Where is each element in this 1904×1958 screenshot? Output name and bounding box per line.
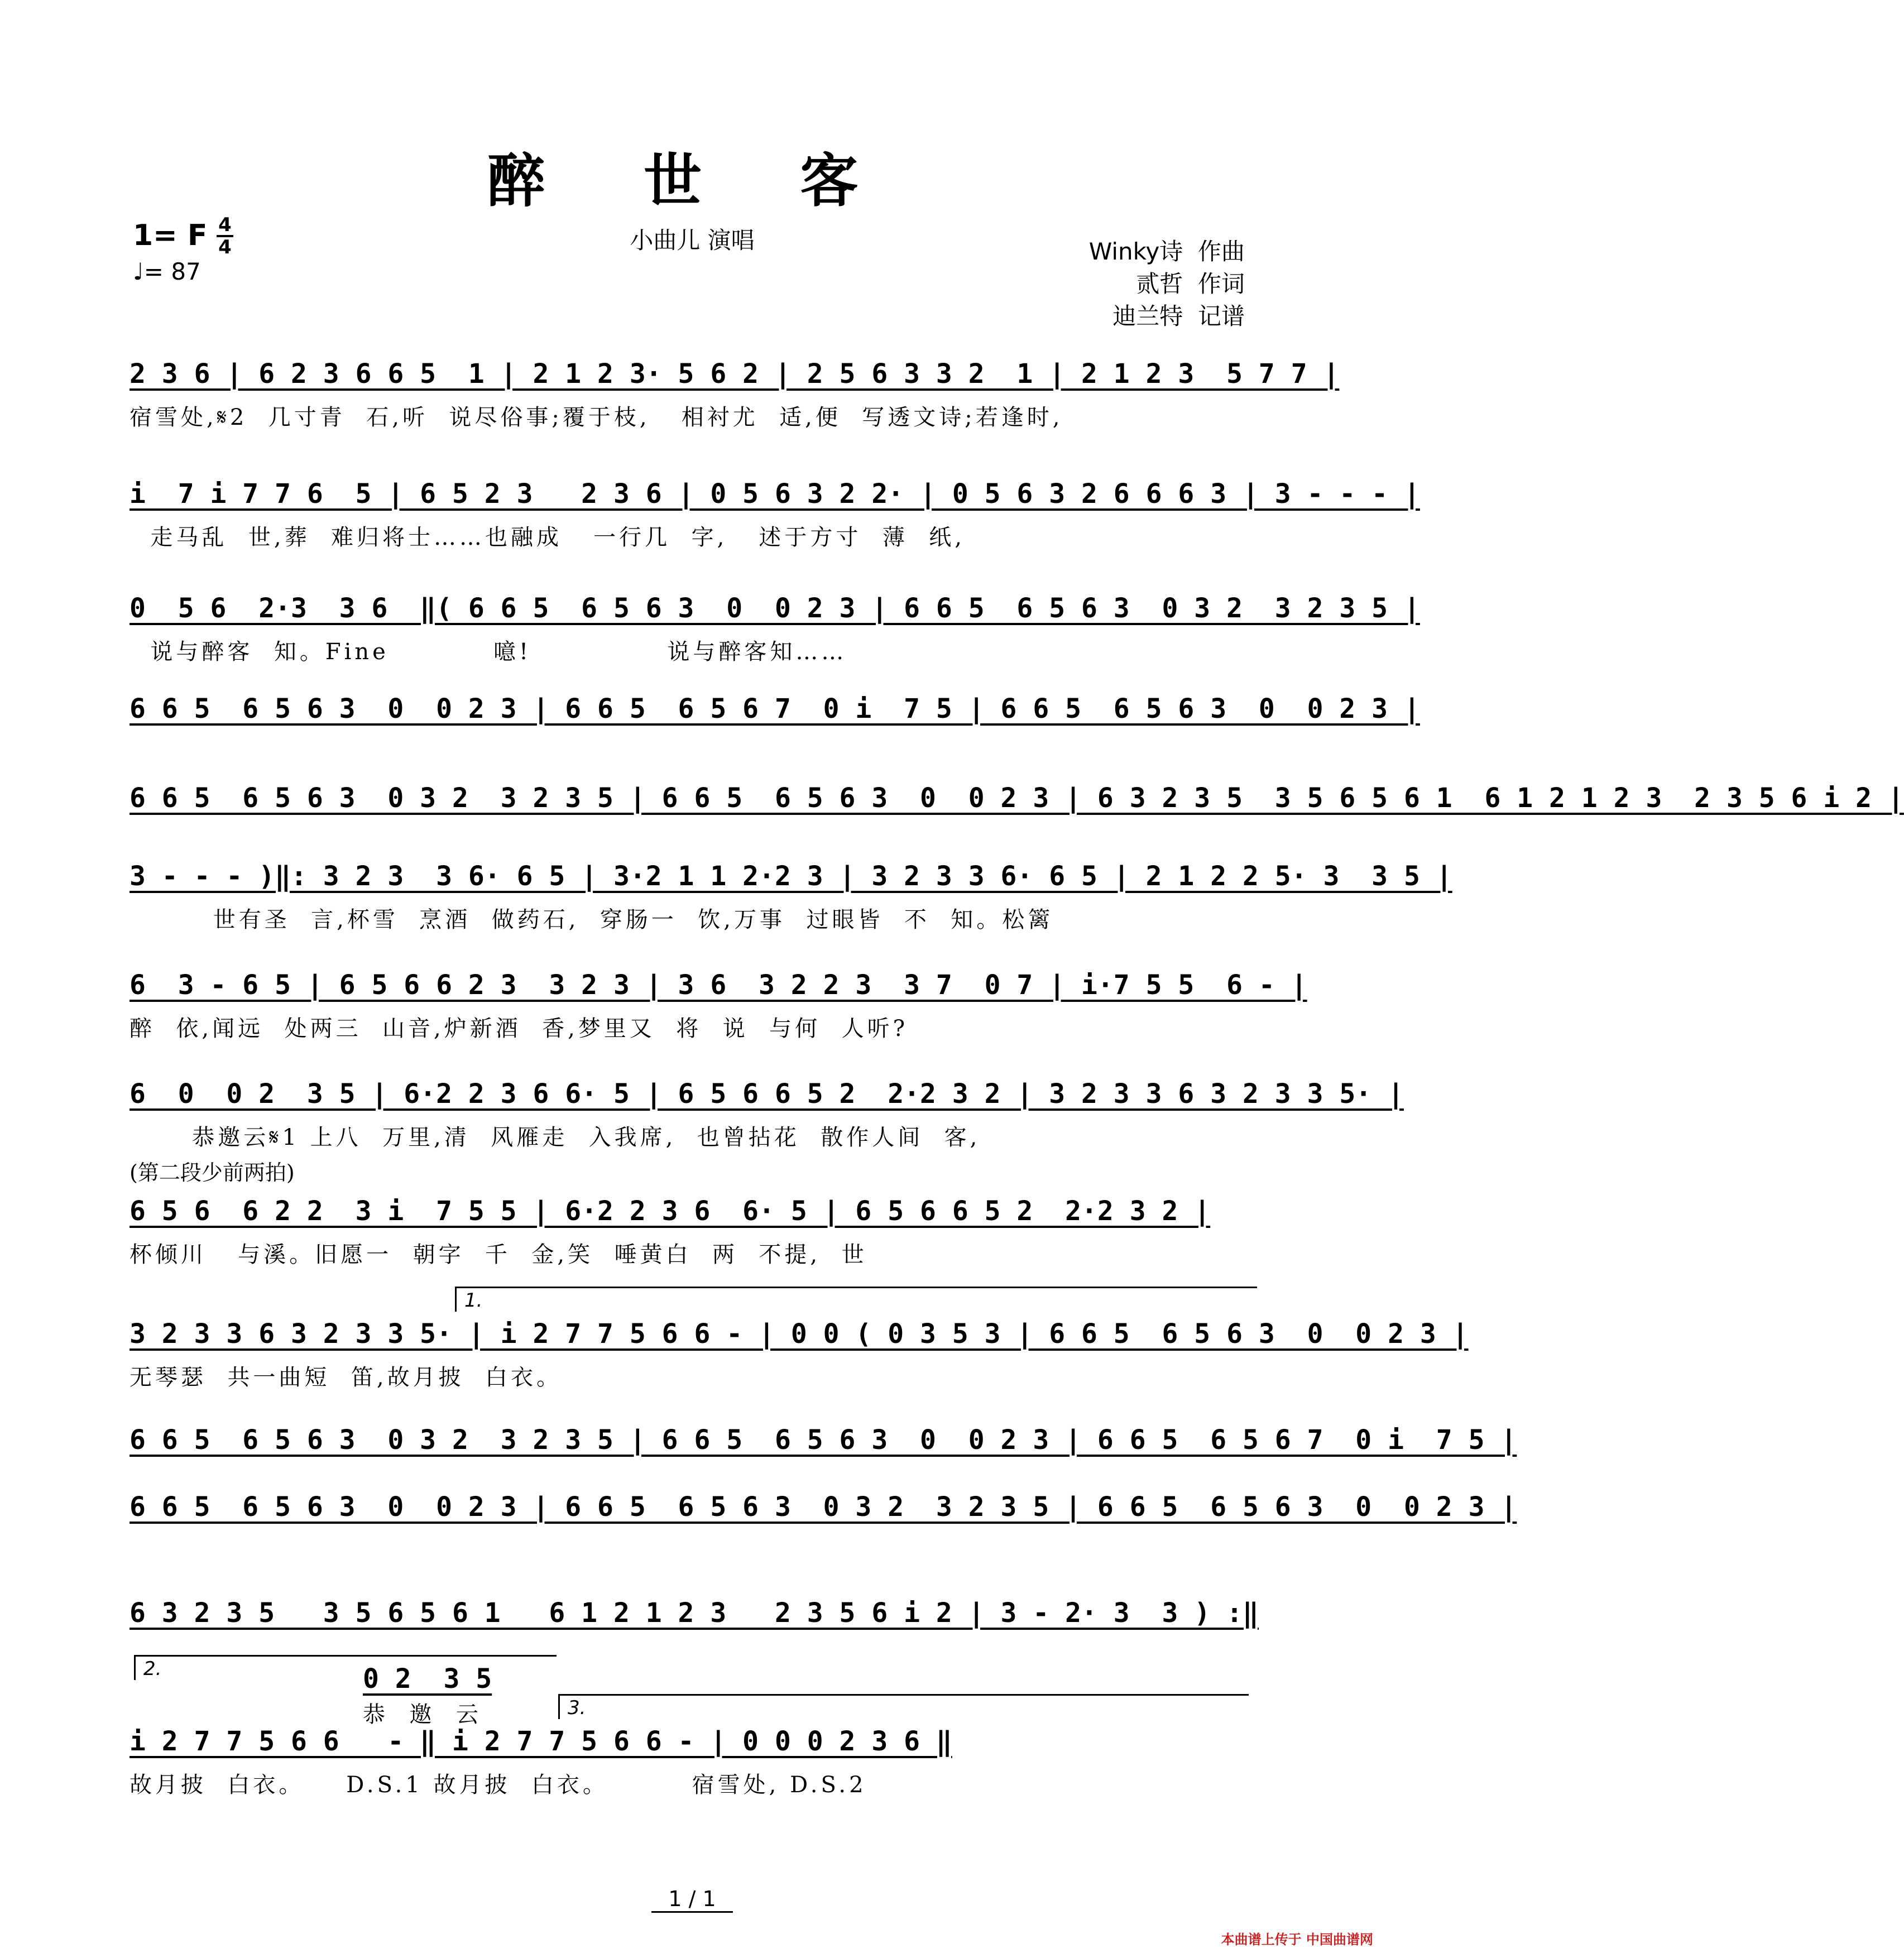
notation-line: i 7 i 7 7 6 5 | 6 5 2 3 2 3 6 | 0 5 6 3 2 2· | 0 5 6 3 2 6 6 6 3 | 3 - - - | bbox=[130, 478, 1420, 510]
notation-line: 3 - - - )‖: 3 2 3 3 6· 6 5 | 3·2 1 1 2·2 3 | 3 2 3 3 6· 6 5 | 2 1 2 2 5· 3 3 5 | bbox=[130, 861, 1452, 892]
watermark: 本曲谱上传于 中国曲谱网 bbox=[1221, 1932, 1373, 1947]
page-number: 1 / 1 bbox=[0, 1887, 1384, 1911]
lyric-line: 恭邀云𝄋1 上八 万里,清 风雁走 入我席, 也曾拈花 散作人间 客, bbox=[130, 1125, 981, 1150]
time-sig-denominator: 4 bbox=[218, 236, 232, 258]
system-15 bbox=[130, 1725, 1257, 1799]
notation-line: 6 3 - 6 5 | 6 5 6 6 2 3 3 2 3 | 3 6 3 2 2 3 3 7 0 7 | i·7 5 5 6 - | bbox=[130, 970, 1307, 1001]
notation-line: i 2 7 7 5 6 6 - ‖ i 2 7 7 5 6 6 - | 0 0 0 2 3 6 ‖ bbox=[130, 1726, 952, 1757]
system-3 bbox=[130, 592, 1420, 666]
lyric-line: 杯倾川 与溪。旧愿一 朝字 千 金,笑 唾黄白 两 不提, 世 bbox=[130, 1242, 867, 1268]
volta-1-label: 1. bbox=[464, 1289, 483, 1312]
time-sig-numerator: 4 bbox=[218, 214, 232, 236]
volta-2-label: 2. bbox=[143, 1658, 162, 1680]
system-1 bbox=[130, 357, 1340, 432]
lyric-line: 宿雪处,𝄋2 几寸青 石,听 说尽俗事;覆于枝, 相衬尤 适,便 写透文诗;若逢时, bbox=[130, 405, 1063, 430]
tempo-marking: ♩= 87 bbox=[133, 258, 201, 285]
system-6 bbox=[130, 860, 1452, 934]
system-11 bbox=[130, 1423, 1517, 1457]
system-9 bbox=[130, 1194, 1257, 1269]
lyric-line: 走马乱 世,葬 难归将士……也融成 一行几 字, 述于方寸 薄 纸, bbox=[130, 525, 966, 550]
system-5 bbox=[130, 781, 1904, 815]
notation-line: 6 6 5 6 5 6 3 0 0 2 3 | 6 6 5 6 5 6 3 0 3 2 3 2 3 5 | 6 6 5 6 5 6 3 0 0 2 3 | bbox=[130, 1491, 1517, 1523]
notation-line: 2 3 6 | 6 2 3 6 6 5 1 | 2 1 2 3· 5 6 2 | 2 5 6 3 3 2 1 | 2 1 2 3 5 7 7 | bbox=[130, 358, 1340, 390]
notation-line: 6 6 5 6 5 6 3 0 3 2 3 2 3 5 | 6 6 5 6 5 6 3 0 0 2 3 | 6 6 5 6 5 6 7 0 i 7 5 | bbox=[130, 1424, 1517, 1456]
lyric-line: 世有圣 言,杯雪 烹酒 做药石, 穿肠一 饮,万事 过眼皆 不 知。松篱 bbox=[130, 907, 1054, 933]
lyricist-credit: 贰哲 作词 bbox=[1136, 270, 1245, 297]
system-4 bbox=[130, 692, 1420, 726]
system-13 bbox=[130, 1596, 1257, 1630]
system-12 bbox=[130, 1490, 1517, 1524]
system-10 bbox=[130, 1317, 1469, 1392]
notation-line: 3 2 3 3 6 3 2 3 3 5· | i 2 7 7 5 6 6 - | 0 0 ( 0 3 5 3 | 6 6 5 6 5 6 3 0 0 2 3 | bbox=[130, 1318, 1469, 1350]
system-8 bbox=[130, 1077, 1404, 1186]
notation-line: 6 6 5 6 5 6 3 0 0 2 3 | 6 6 5 6 5 6 7 0 i 7 5 | 6 6 5 6 5 6 3 0 0 2 3 | bbox=[130, 693, 1420, 724]
transcriber-credit: 迪兰特 记谱 bbox=[1112, 303, 1245, 330]
lyric-line: 无琴瑟 共一曲短 笛,故月披 白衣。 bbox=[130, 1365, 563, 1390]
song-title: 醉 世 客 bbox=[487, 146, 898, 215]
volta-3-label: 3. bbox=[568, 1697, 586, 1719]
notation-line: 6 5 6 6 2 2 3 i 7 5 5 | 6·2 2 3 6 6· 5 | 6 5 6 6 5 2 2·2 3 2 | bbox=[130, 1196, 1211, 1227]
notation-line: 6 3 2 3 5 3 5 6 5 6 1 6 1 2 1 2 3 2 3 5 6 i 2 | 3 - 2· 3 3 ) :‖ bbox=[130, 1597, 1259, 1629]
notation-line: 6 6 5 6 5 6 3 0 3 2 3 2 3 5 | 6 6 5 6 5 6 3 0 0 2 3 | 6 3 2 3 5 3 5 6 5 6 1 6 1 2 1 2 3 2 3 5 6 i 2 | bbox=[130, 783, 1904, 814]
lyric-line: 恭 邀 云 bbox=[363, 1702, 482, 1727]
notation-line: 6 0 0 2 3 5 | 6·2 2 3 6 6· 5 | 6 5 6 6 5 2 2·2 3 2 | 3 2 3 3 6 3 2 3 3 5· | bbox=[130, 1078, 1404, 1110]
volta-3-bracket bbox=[558, 1694, 1249, 1719]
lyric-line: 醉 依,闻远 处两三 山音,炉新酒 香,梦里又 将 说 与何 人听? bbox=[130, 1016, 909, 1042]
lyric-line: 故月披 白衣。 D.S.1 故月披 白衣。 宿雪处, D.S.2 bbox=[130, 1772, 867, 1798]
time-signature bbox=[217, 215, 233, 257]
key-signature: 1= F bbox=[133, 219, 208, 252]
lyric-line: 说与醉客 知。Fine 噫! 说与醉客知…… bbox=[130, 639, 847, 665]
volta-1-bracket bbox=[455, 1287, 1257, 1312]
system-7 bbox=[130, 968, 1307, 1043]
notation-line: 0 5 6 2·3 3 6 ‖( 6 6 5 6 5 6 3 0 0 2 3 | 6 6 5 6 5 6 3 0 3 2 3 2 3 5 | bbox=[130, 593, 1420, 624]
composer-credit: Winky诗 作曲 bbox=[1088, 238, 1245, 265]
system-2 bbox=[130, 477, 1420, 552]
notation-line: 0 2 3 5 bbox=[363, 1663, 492, 1695]
credits bbox=[1089, 236, 1245, 333]
singer-credit: 小曲儿 演唱 bbox=[630, 227, 755, 254]
performance-note: (第二段少前两拍) bbox=[130, 1160, 295, 1185]
